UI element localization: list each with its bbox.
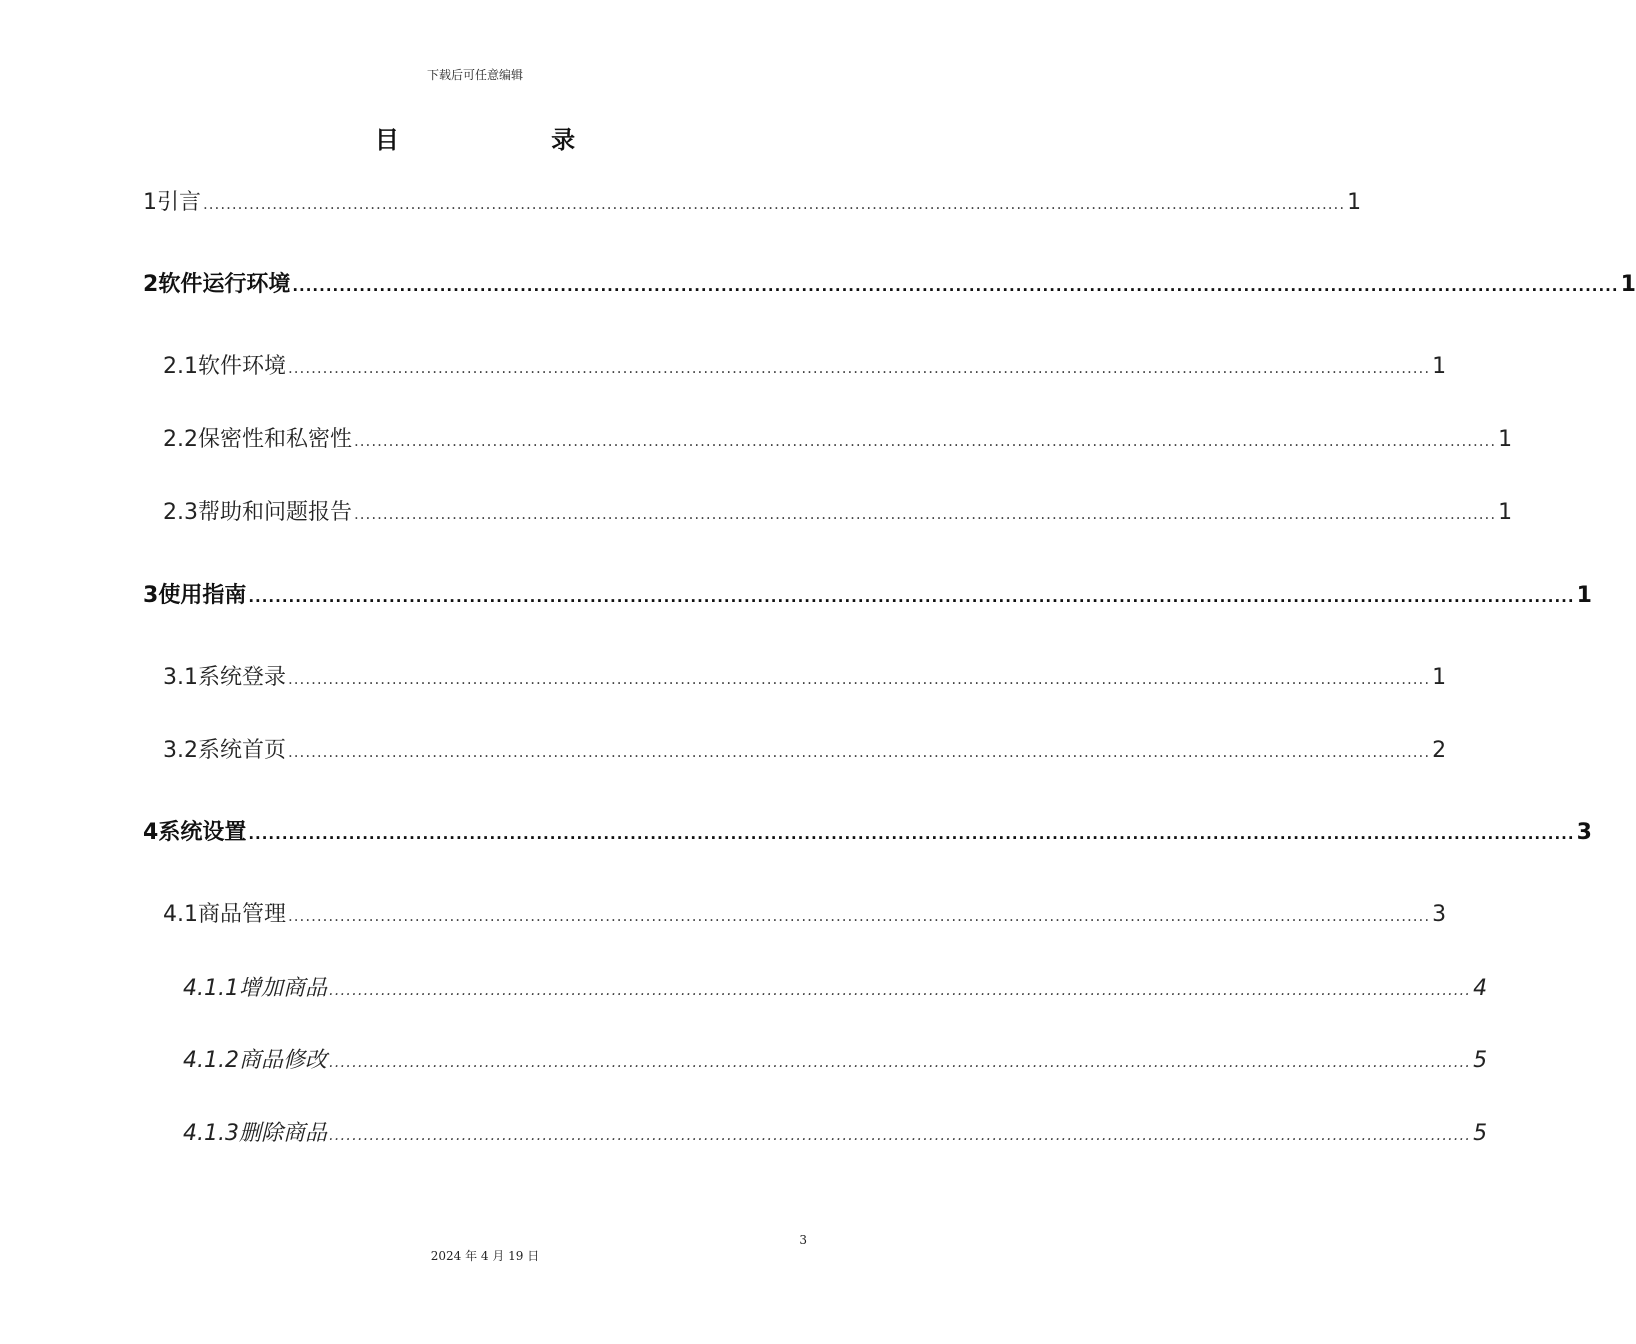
toc-title: 目 录 [374, 126, 648, 154]
toc-entry-system-home[interactable] [0, 736, 1447, 766]
toc-entry-number: 4.1.1 [183, 976, 239, 1001]
toc-entry-leader: ...................................................................................................................................................................................................... [292, 277, 1619, 295]
toc-entry-number: 4.1 [163, 902, 198, 927]
toc-entry-page: 1 [1576, 583, 1592, 608]
toc-entry-leader: ...................................................................................................................................................................................................... [288, 907, 1431, 925]
toc-entry-page: 1 [1498, 427, 1513, 452]
toc-entry-leader: ...................................................................................................................................................................................................... [329, 1053, 1472, 1071]
toc-entry-number: 2 [143, 272, 159, 297]
toc-entry-software-environment[interactable] [0, 352, 1447, 382]
toc-entry-delete-product[interactable] [0, 1119, 1488, 1149]
toc-entry-label: 软件运行环境 [158, 272, 291, 297]
toc-entry-system-settings[interactable] [0, 818, 1592, 848]
toc-entry-system-login[interactable] [0, 663, 1447, 693]
toc-entry-label: 系统首页 [198, 738, 287, 763]
toc-entry-runtime-environment[interactable] [0, 270, 1636, 300]
header-note: 下载后可任意编辑 [426, 68, 523, 82]
footer-date: 2024 年 4 月 19 日 [430, 1249, 540, 1263]
toc-entry-leader: ...................................................................................................................................................................................................... [248, 588, 1575, 606]
toc-entry-label: 帮助和问题报告 [198, 500, 353, 525]
toc-entry-edit-product[interactable] [0, 1046, 1488, 1076]
toc-entry-page: 4 [1473, 976, 1488, 1001]
toc-entry-leader: ...................................................................................................................................................................................................... [354, 432, 1497, 450]
toc-entry-label: 系统设置 [158, 820, 247, 845]
toc-entry-page: 3 [1576, 820, 1592, 845]
toc-entry-product-management[interactable] [0, 900, 1447, 930]
toc-entry-leader: ...................................................................................................................................................................................................... [203, 195, 1346, 213]
toc-entry-page: 5 [1473, 1048, 1488, 1073]
toc-entry-number: 3 [143, 583, 159, 608]
toc-entry-page: 5 [1473, 1121, 1488, 1146]
toc-entry-leader: ...................................................................................................................................................................................................... [354, 505, 1497, 523]
toc-entry-label: 使用指南 [158, 583, 247, 608]
toc-entry-label: 保密性和私密性 [198, 427, 353, 452]
toc-entry-leader: ...................................................................................................................................................................................................... [288, 743, 1431, 761]
toc-entry-page: 1 [1432, 665, 1447, 690]
toc-entry-number: 4.1.2 [183, 1048, 239, 1073]
toc-entry-intro[interactable] [0, 188, 1362, 218]
toc-entry-leader: ...................................................................................................................................................................................................... [329, 981, 1472, 999]
toc-entry-label: 软件环境 [198, 354, 287, 379]
toc-entry-number: 3.2 [163, 738, 198, 763]
toc-entry-page: 1 [1347, 190, 1362, 215]
toc-entry-page: 2 [1432, 738, 1447, 763]
toc-entry-number: 2.1 [163, 354, 198, 379]
toc-entry-leader: ...................................................................................................................................................................................................... [329, 1126, 1472, 1144]
toc-entry-number: 1 [143, 190, 157, 215]
toc-entry-page: 3 [1432, 902, 1447, 927]
toc-entry-add-product[interactable] [0, 974, 1488, 1004]
toc-entry-help-reporting[interactable] [0, 498, 1513, 528]
toc-entry-label: 引言 [157, 190, 202, 215]
toc-entry-number: 4 [143, 820, 159, 845]
page-number: 3 [799, 1233, 807, 1247]
toc-entry-label: 商品修改 [238, 1048, 327, 1073]
toc-entry-leader: ...................................................................................................................................................................................................... [288, 670, 1431, 688]
toc-entry-number: 2.2 [163, 427, 198, 452]
toc-entry-label: 系统登录 [198, 665, 287, 690]
toc-entry-leader: ...................................................................................................................................................................................................... [288, 359, 1431, 377]
toc-entry-number: 2.3 [163, 500, 198, 525]
toc-entry-user-guide[interactable] [0, 581, 1592, 611]
toc-entry-number: 4.1.3 [183, 1121, 239, 1146]
toc-entry-label: 删除商品 [238, 1121, 327, 1146]
toc-entry-leader: ...................................................................................................................................................................................................... [248, 825, 1575, 843]
toc-entry-label: 商品管理 [198, 902, 287, 927]
toc-entry-page: 1 [1432, 354, 1447, 379]
toc-entry-page: 1 [1498, 500, 1513, 525]
toc-entry-label: 增加商品 [238, 976, 327, 1001]
toc-entry-confidentiality[interactable] [0, 425, 1513, 455]
toc-entry-number: 3.1 [163, 665, 198, 690]
toc-entry-page: 1 [1620, 272, 1636, 297]
